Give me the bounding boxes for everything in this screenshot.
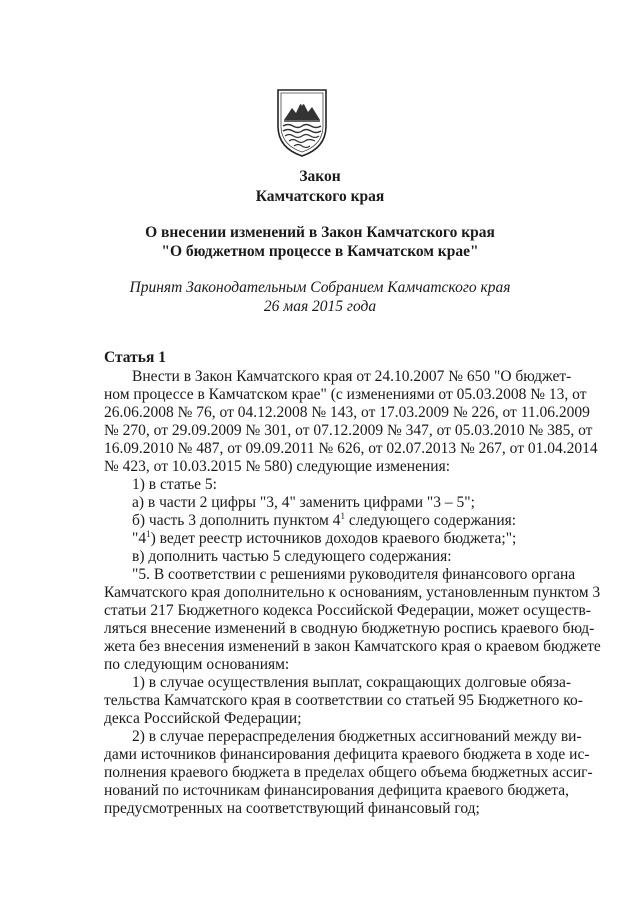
law-subject-line-1: О внесении изменений в Закон Камчатского края — [145, 224, 495, 241]
body-line: в) дополнить частью 5 следующего содержания: — [132, 548, 452, 565]
body-line: № 270, от 29.09.2009 № 301, от 07.12.2009 № 347, от 05.03.2010 № 385, от — [104, 422, 593, 439]
adoption-date: 26 мая 2015 года — [263, 298, 377, 315]
body-line-text: следующего содержания: — [344, 512, 517, 529]
body-line-text: ) ведет реестр источников доходов краевого бюджета;"; — [150, 530, 517, 547]
body-line: 1) в статье 5: — [132, 476, 217, 493]
superscript: 1 — [146, 528, 151, 539]
body-line: ном процессе в Камчатском крае" (с изменениями от 05.03.2008 № 13, от — [104, 386, 587, 403]
body-line: 26.06.2008 № 76, от 04.12.2008 № 143, от 17.03.2009 № 226, от 11.06.2009 — [104, 404, 590, 421]
law-subject-line-2: "О бюджетном процессе в Камчатском крае" — [161, 243, 479, 260]
body-line: тельства Камчатского края в соответствии со статьей 95 Бюджетного ко- — [104, 692, 583, 709]
body-line: "5. В соответствии с решениями руководителя финансового органа — [132, 566, 576, 583]
body-line: статьи 217 Бюджетного кодекса Российской Федерации, может осуществ- — [104, 602, 591, 619]
body-line: предусмотренных на соответствующий финансовый год; — [104, 800, 480, 817]
body-line: по следующим основаниям: — [104, 656, 290, 673]
body-line: 1) в случае осуществления выплат, сокращающих долговые обяза- — [132, 674, 572, 691]
body-line — [132, 530, 516, 548]
body-line-text: б) часть 3 дополнить пунктом 4 — [132, 512, 341, 529]
body-line — [132, 512, 516, 530]
body-line: № 423, от 10.03.2015 № 580) следующие изменения: — [104, 458, 451, 475]
body-line: дами источников финансирования дефицита краевого бюджета в ходе ис- — [104, 746, 590, 763]
kamchatka-emblem-icon — [274, 86, 330, 158]
law-region: Камчатского края — [255, 188, 385, 205]
body-line: ляться внесение изменений в сводную бюджетную роспись краевого бюд- — [104, 620, 595, 637]
law-title: Закон — [299, 168, 341, 185]
body-line: 2) в случае перераспределения бюджетных ассигнований между ви- — [132, 728, 582, 745]
body-line-text: "4 — [132, 530, 147, 547]
body-line: Камчатского края дополнительно к основаниям, установленным пунктом 3 — [104, 584, 601, 601]
superscript: 1 — [340, 510, 345, 521]
body-line: нований по источникам финансирования дефицита краевого бюджета, — [104, 782, 569, 799]
body-line: 16.09.2010 № 487, от 09.09.2011 № 626, от 02.07.2013 № 267, от 01.04.2014 — [104, 440, 598, 457]
article-heading: Статья 1 — [104, 349, 166, 366]
body-line: полнения краевого бюджета в пределах общего объема бюджетных ассиг- — [104, 764, 593, 781]
body-line: жета без внесения изменений в закон Камчатского края о краевом бюджете — [104, 638, 601, 655]
adoption-statement: Принят Законодательным Собранием Камчатского края — [129, 279, 511, 296]
body-line: Внести в Закон Камчатского края от 24.10.2007 № 650 "О бюджет- — [132, 368, 572, 385]
body-line: декса Российской Федерации; — [104, 710, 302, 727]
body-line: а) в части 2 цифры "3, 4" заменить цифрами "3 – 5"; — [132, 494, 475, 511]
